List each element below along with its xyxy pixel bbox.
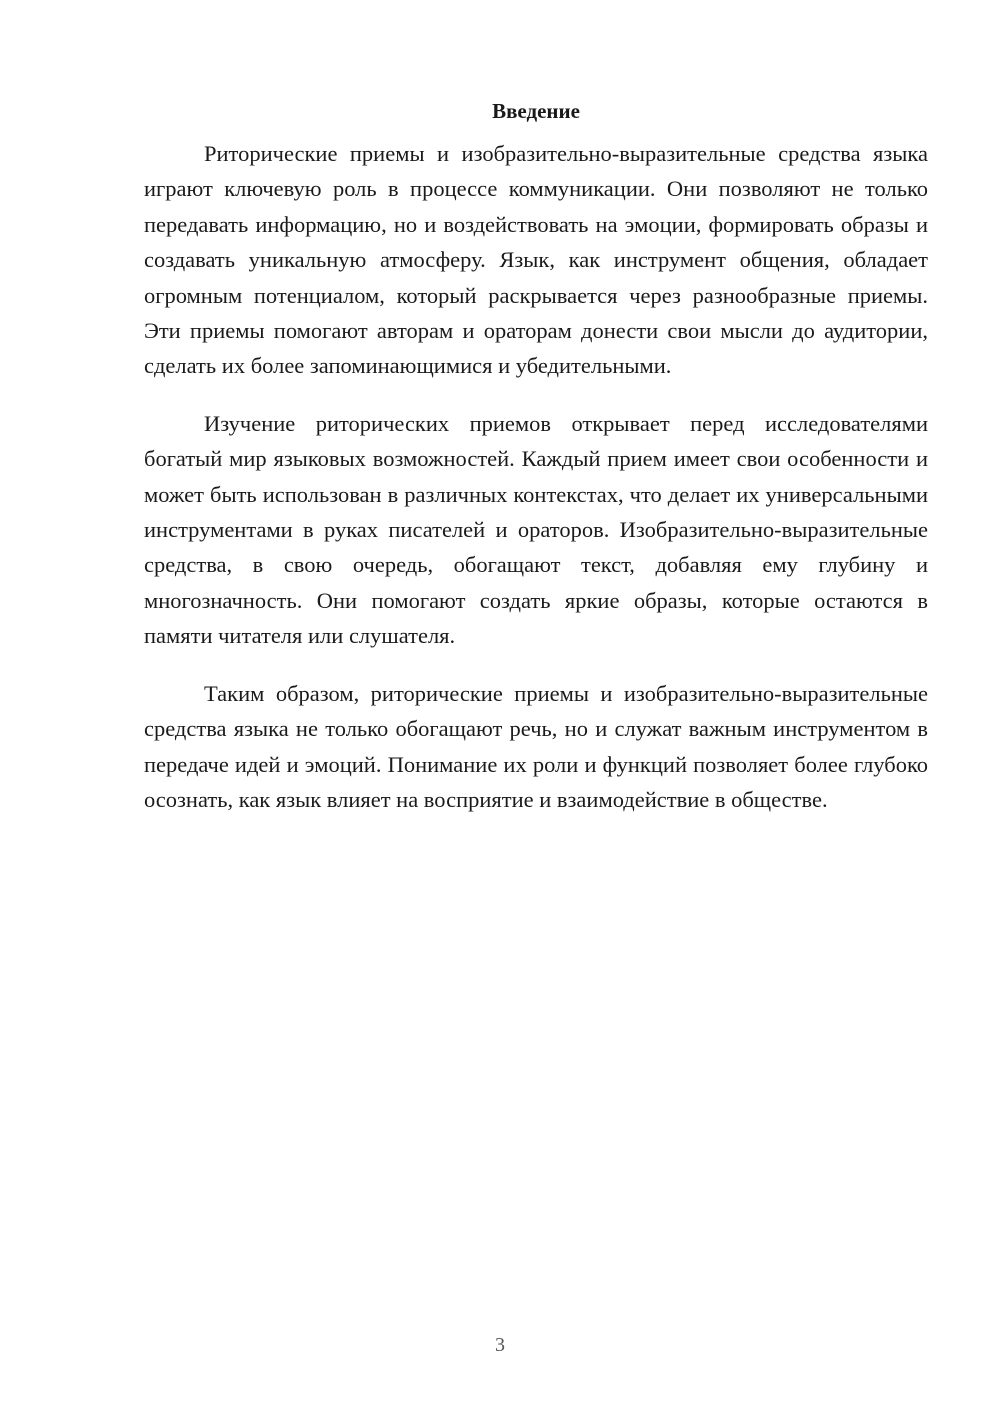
page-number: 3 <box>495 1334 505 1356</box>
paragraph-study: Изучение риторических приемов открывает перед исследователями богатый мир языковых возможностей. Каждый прием имеет свои особенности и может быть использован в различных контекстах, что делает их универсальными инструментами в руках писателей и ораторов. Изобразительно-выразительные средства, в свою очередь, обогащают текст, добавляя ему глубину и многозначность. Они помогают создать яркие образы, которые остаются в памяти читателя или слушателя. <box>144 410 928 649</box>
document-body <box>144 92 928 839</box>
page-title: Введение <box>492 99 580 123</box>
paragraph-conclusion: Таким образом, риторические приемы и изобразительно-выразительные средства языка не только обогащают речь, но и служат важным инструментом в передаче идей и эмоций. Понимание их роли и функций позволяет более глубоко осознать, как язык влияет на восприятие и взаимодействие в обществе. <box>144 680 928 812</box>
paragraph-introduction: Риторические приемы и изобразительно-выразительные средства языка играют ключевую роль в процессе коммуникации. Они позволяют не только передавать информацию, но и воздействовать на эмоции, формировать образы и создавать уникальную атмосферу. Язык, как инструмент общения, обладает огромным потенциалом, который раскрывается через разнообразные приемы. Эти приемы помогают авторам и ораторам донести свои мысли до аудитории, сделать их более запоминающимися и убедительными. <box>144 141 928 379</box>
